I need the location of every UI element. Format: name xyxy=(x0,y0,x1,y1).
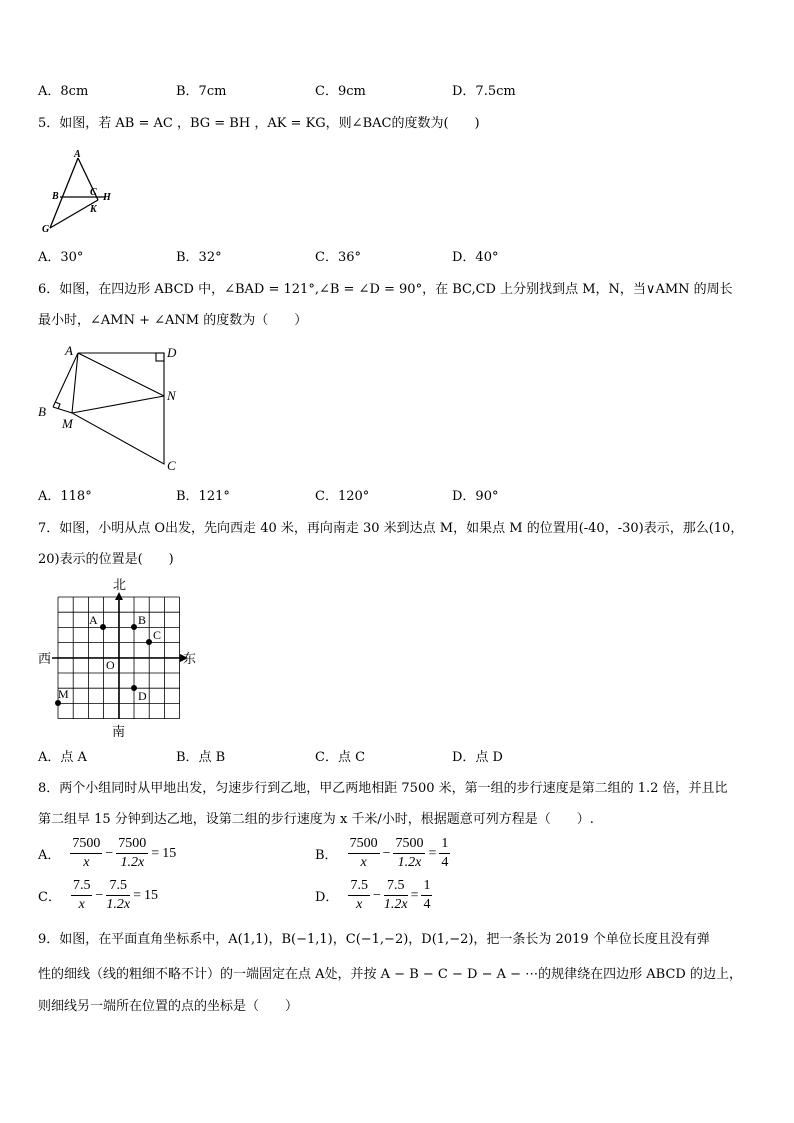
q6-label-n: N xyxy=(167,388,176,403)
q6-line-an xyxy=(78,353,164,396)
q5-label-c: C xyxy=(90,187,97,198)
q7-option-d: D．点 D xyxy=(452,750,503,765)
q7-dot-b xyxy=(131,624,137,630)
q7-label-m: M xyxy=(58,687,69,701)
q8-d-num1: 7.5 xyxy=(348,878,370,896)
q9-stem-line3: 则细线另一端所在位置的点的坐标是（ ） xyxy=(38,999,299,1014)
q6-figure xyxy=(34,340,194,480)
q5-option-d: D．40° xyxy=(452,250,499,265)
q7-arrow-north xyxy=(115,592,123,600)
q6-right-angle-d xyxy=(156,353,164,361)
q8-b-den2: 1.2x xyxy=(397,855,422,870)
q5-option-b: B．32° xyxy=(176,250,222,265)
q8-option-c: C． $\frac{7.5}{x}$ − $\frac{7.5}{1.2x}$ = 15 xyxy=(38,878,158,912)
q5-stem: 5．如图，若 AB = AC ，BG = BH ，AK = KG，则∠BAC的度数为( ) xyxy=(38,116,480,131)
q8-option-d: D． $\frac{7.5}{x}$ − $\frac{7.5}{1.2x}$ = $\frac{1}{4}$ xyxy=(315,878,431,912)
q6-stem-line2: 最小时，∠AMN + ∠ANM 的度数为（ ） xyxy=(38,313,308,328)
q9-stem-line1: 9．如图，在平面直角坐标系中，A(1,1)，B(−1,1)，C(−1,−2)，D(1,−2)，把一条长为 2019 个单位长度且没有弹 xyxy=(38,932,710,947)
q4-option-d: D．7.5cm xyxy=(452,84,516,99)
q6-option-b: B．121° xyxy=(176,489,230,504)
q7-option-b: B．点 B xyxy=(176,750,226,765)
q7-axes xyxy=(52,600,180,719)
q8-a-num1: 7500 xyxy=(70,836,102,854)
q7-label-o: O xyxy=(106,658,115,672)
q8-a-den2: 1.2x xyxy=(120,855,145,870)
q6-line-mn xyxy=(72,396,164,413)
q5-figure xyxy=(36,148,126,236)
q6-option-d: D．90° xyxy=(452,489,499,504)
q8-option-c-label: C． xyxy=(38,890,61,905)
q8-d-num2: 7.5 xyxy=(384,878,408,896)
q6-stem-line1: 6．如图，在四边形 ABCD 中，∠BAD = 121°,∠B = ∠D = 90°，在 BC,CD 上分别找到点 M，N，当∨AMN 的周长 xyxy=(38,282,733,297)
q7-option-c: C．点 C xyxy=(315,750,366,765)
q8-b-rhs-num: 1 xyxy=(439,836,450,854)
q5-option-c: C．36° xyxy=(315,250,361,265)
q8-option-b-label: B． xyxy=(315,848,338,863)
q6-option-c: C．120° xyxy=(315,489,370,504)
q6-label-b: B xyxy=(38,404,46,419)
q8-d-den2: 1.2x xyxy=(383,897,408,912)
q8-c-num1: 7.5 xyxy=(71,878,93,896)
q8-option-b: B． $\frac{7500}{x}$ − $\frac{7500}{1.2x}$ = $\frac{1}{4}$ xyxy=(315,836,449,870)
q6-line-bm xyxy=(53,407,72,413)
q8-a-rhs: 15 xyxy=(162,845,177,861)
q8-c-num2: 7.5 xyxy=(106,878,130,896)
q8-stem-line1: 8．两个小组同时从甲地出发，匀速步行到乙地，甲乙两地相距 7500 米，第一组的步行速度是第二组的 1.2 倍，并且比 xyxy=(38,781,728,796)
q8-option-a-label: A． xyxy=(38,848,61,863)
q7-dot-d xyxy=(131,685,137,691)
q7-grid-figure xyxy=(30,576,210,742)
q4-option-b: B．7cm xyxy=(176,84,227,99)
q8-b-num2: 7500 xyxy=(393,836,425,854)
q8-d-den1: x xyxy=(356,897,363,912)
q5-label-g: G xyxy=(42,224,50,235)
q5-label-k: K xyxy=(90,204,97,215)
q6-label-m: M xyxy=(62,416,73,431)
q8-d-rhs-num: 1 xyxy=(421,878,432,896)
q8-c-rhs: 15 xyxy=(143,887,158,903)
q6-option-a: A．118° xyxy=(38,489,92,504)
q8-a-num2: 7500 xyxy=(116,836,148,854)
q7-label-a: A xyxy=(89,613,98,627)
q4-option-a: A．8cm xyxy=(38,84,89,99)
q5-label-a: A xyxy=(74,149,81,160)
q8-a-den1: x xyxy=(83,855,90,870)
q6-line-ab xyxy=(53,353,78,407)
q5-label-b: B xyxy=(52,191,59,202)
q6-label-d: D xyxy=(167,345,177,360)
q4-option-c: C．9cm xyxy=(315,84,366,99)
q8-c-den1: x xyxy=(78,897,85,912)
q8-b-den1: x xyxy=(360,855,367,870)
q7-option-a: A．点 A xyxy=(38,750,87,765)
q8-stem-line2: 第二组早 15 分钟到达乙地，设第二组的步行速度为 x 千米/小时，根据题意可列方程是（ ）. xyxy=(38,812,594,827)
q7-stem-line2: 20)表示的位置是( ) xyxy=(38,552,174,567)
q8-d-rhs-den: 4 xyxy=(423,897,431,912)
q9-stem-line2: 性的细线（线的粗细不略不计）的一端固定在点 A处，并按 A − B − C − D − A − ⋯的规律绕在四边形 ABCD 的边上， xyxy=(38,967,742,982)
q7-label-west: 西 xyxy=(38,651,52,666)
q7-label-d: D xyxy=(138,689,147,703)
q5-label-h: H xyxy=(103,192,111,203)
q6-label-a: A xyxy=(65,343,73,358)
q8-option-a: A． $\frac{7500}{x}$ − $\frac{7500}{1.2x}$ = 15 xyxy=(38,836,177,870)
q7-stem-line1: 7．如图，小明从点 O出发，先向西走 40 米，再向南走 30 米到达点 M，如果点 M 的位置用(-40，-30)表示，那么(10， xyxy=(38,521,744,536)
q8-option-d-label: D． xyxy=(315,890,339,905)
q6-label-c: C xyxy=(167,458,176,473)
q7-dot-a xyxy=(100,624,106,630)
q7-label-south: 南 xyxy=(112,724,126,739)
q7-label-east: 东 xyxy=(183,651,197,666)
q6-quadrilateral xyxy=(72,353,164,464)
q7-label-c: C xyxy=(153,628,162,642)
q8-c-den2: 1.2x xyxy=(106,897,131,912)
q8-b-num1: 7500 xyxy=(348,836,380,854)
q7-label-b: B xyxy=(138,613,147,627)
q8-b-rhs-den: 4 xyxy=(441,855,449,870)
q7-label-north: 北 xyxy=(113,577,127,592)
q7-dot-c xyxy=(146,639,152,645)
q5-option-a: A．30° xyxy=(38,250,84,265)
